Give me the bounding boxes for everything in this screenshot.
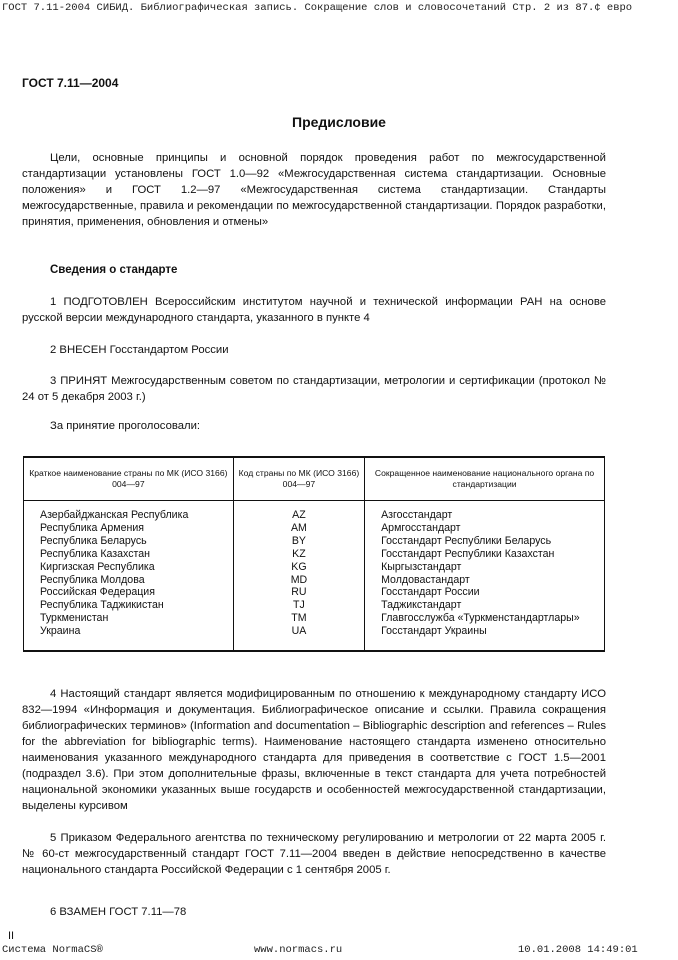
section-title: Сведения о стандарте <box>50 264 178 276</box>
agency-cell: Молдовастандарт <box>365 574 605 587</box>
item-2-paragraph: 2 ВНЕСЕН Госстандартом России <box>50 344 229 356</box>
country-cell: Республика Таджикистан <box>24 599 234 612</box>
country-cell: Российская Федерация <box>24 586 234 599</box>
agency-cell: Госстандарт России <box>365 586 605 599</box>
table-header-row <box>24 457 605 501</box>
country-cell: Республика Казахстан <box>24 548 234 561</box>
table-row <box>24 535 605 548</box>
code-cell: AZ <box>233 501 364 522</box>
code-cell: AM <box>233 522 364 535</box>
code-cell: KG <box>233 561 364 574</box>
agency-cell: Госстандарт Республики Казахстан <box>365 548 605 561</box>
table-row <box>24 612 605 625</box>
code-cell: TM <box>233 612 364 625</box>
column-header-code: Код страны по МК (ИСО 3166) 004—97 <box>233 457 364 501</box>
code-cell: KZ <box>233 548 364 561</box>
code-cell: UA <box>233 625 364 651</box>
table-row <box>24 501 605 522</box>
item-5-paragraph: 5 Приказом Федерального агентства по техническому регулированию и метрологии от 22 марта 2005 г. № 60-ст межгосударственный стандарт ГОСТ 7.11—2004 введен в действие непосредственно в качестве национального стандарта Российской Федерации с 1 сентября 2005 г. <box>22 832 606 876</box>
table-row <box>24 625 605 651</box>
item-3-paragraph: 3 ПРИНЯТ Межгосударственным советом по стандартизации, метрологии и сертификации (протокол № 24 от 5 декабря 2003 г.) <box>22 375 606 403</box>
document-header-line: ГОСТ 7.11-2004 СИБИД. Библиографическая запись. Сокращение слов и словосочетаний Стр. 2 из 87.¢ евро <box>2 2 633 14</box>
vote-label: За принятие проголосовали: <box>50 420 201 432</box>
country-cell: Украина <box>24 625 234 651</box>
agency-cell: Госстандарт Украины <box>365 625 605 651</box>
country-cell: Туркменистан <box>24 612 234 625</box>
country-cell: Киргизская Республика <box>24 561 234 574</box>
table-row <box>24 561 605 574</box>
item-4-paragraph: 4 Настоящий стандарт является модифицированным по отношению к международному стандарту ИСО 832—1994 «Информация и документация. Библиографическое описание и ссылки. Правила сокращения библиографических терминов» (Information and documentation – Bibliographic description and references – Rules for the abbreviation for bibliographic terms). Наименование настоящего стандарта изменено относительно наименования указанного международного стандарта для приведения в соответствие с ГОСТ 1.5—2001 (подраздел 3.6). При этом дополнительные фразы, включенные в текст стандарта для учета потребностей национальной экономики указанных выше государств и особенностей межгосударственной стандартизации, выделены курсивом <box>22 688 606 812</box>
agency-cell: Армгосстандарт <box>365 522 605 535</box>
country-cell: Азербайджанская Республика <box>24 501 234 522</box>
page-number: II <box>8 930 15 942</box>
voters-table <box>23 456 605 652</box>
table-row <box>24 522 605 535</box>
agency-cell: Госстандарт Республики Беларусь <box>365 535 605 548</box>
column-header-country: Краткое наименование страны по МК (ИСО 3166) 004—97 <box>24 457 234 501</box>
table-row <box>24 574 605 587</box>
agency-cell: Кыргызстандарт <box>365 561 605 574</box>
country-cell: Республика Беларусь <box>24 535 234 548</box>
code-cell: RU <box>233 586 364 599</box>
footer-website-link[interactable]: www.normacs.ru <box>254 944 343 956</box>
agency-cell: Таджикстандарт <box>365 599 605 612</box>
table-row <box>24 548 605 561</box>
item-1-paragraph: 1 ПОДГОТОВЛЕН Всероссийским институтом научной и технической информации РАН на основе русской версии международного стандарта, указанного в пункте 4 <box>22 296 606 324</box>
agency-cell: Главгосслужба «Туркменстандартлары» <box>365 612 605 625</box>
page-title: Предисловие <box>292 114 386 130</box>
document-code: ГОСТ 7.11—2004 <box>22 76 119 90</box>
table-row <box>24 599 605 612</box>
footer-system-name: Система NormaCS® <box>2 944 103 956</box>
footer-timestamp: 10.01.2008 14:49:01 <box>518 944 638 956</box>
code-cell: TJ <box>233 599 364 612</box>
code-cell: MD <box>233 574 364 587</box>
item-6-paragraph: 6 ВЗАМЕН ГОСТ 7.11—78 <box>50 906 187 918</box>
country-cell: Республика Армения <box>24 522 234 535</box>
intro-paragraph: Цели, основные принципы и основной порядок проведения работ по межгосударственной стандартизации установлены ГОСТ 1.0—92 «Межгосударственная система стандартизации. Основные положения» и ГОСТ 1.2—97 «Межгосударственная система стандартизации. Стандарты межгосударственные, правила и рекомендации по межгосударственной стандартизации. Порядок разработки, принятия, применения, обновления и отмены» <box>22 152 606 228</box>
column-header-agency: Сокращенное наименование национального органа по стандартизации <box>365 457 605 501</box>
table-row <box>24 586 605 599</box>
agency-cell: Азгосстандарт <box>365 501 605 522</box>
code-cell: BY <box>233 535 364 548</box>
country-cell: Республика Молдова <box>24 574 234 587</box>
